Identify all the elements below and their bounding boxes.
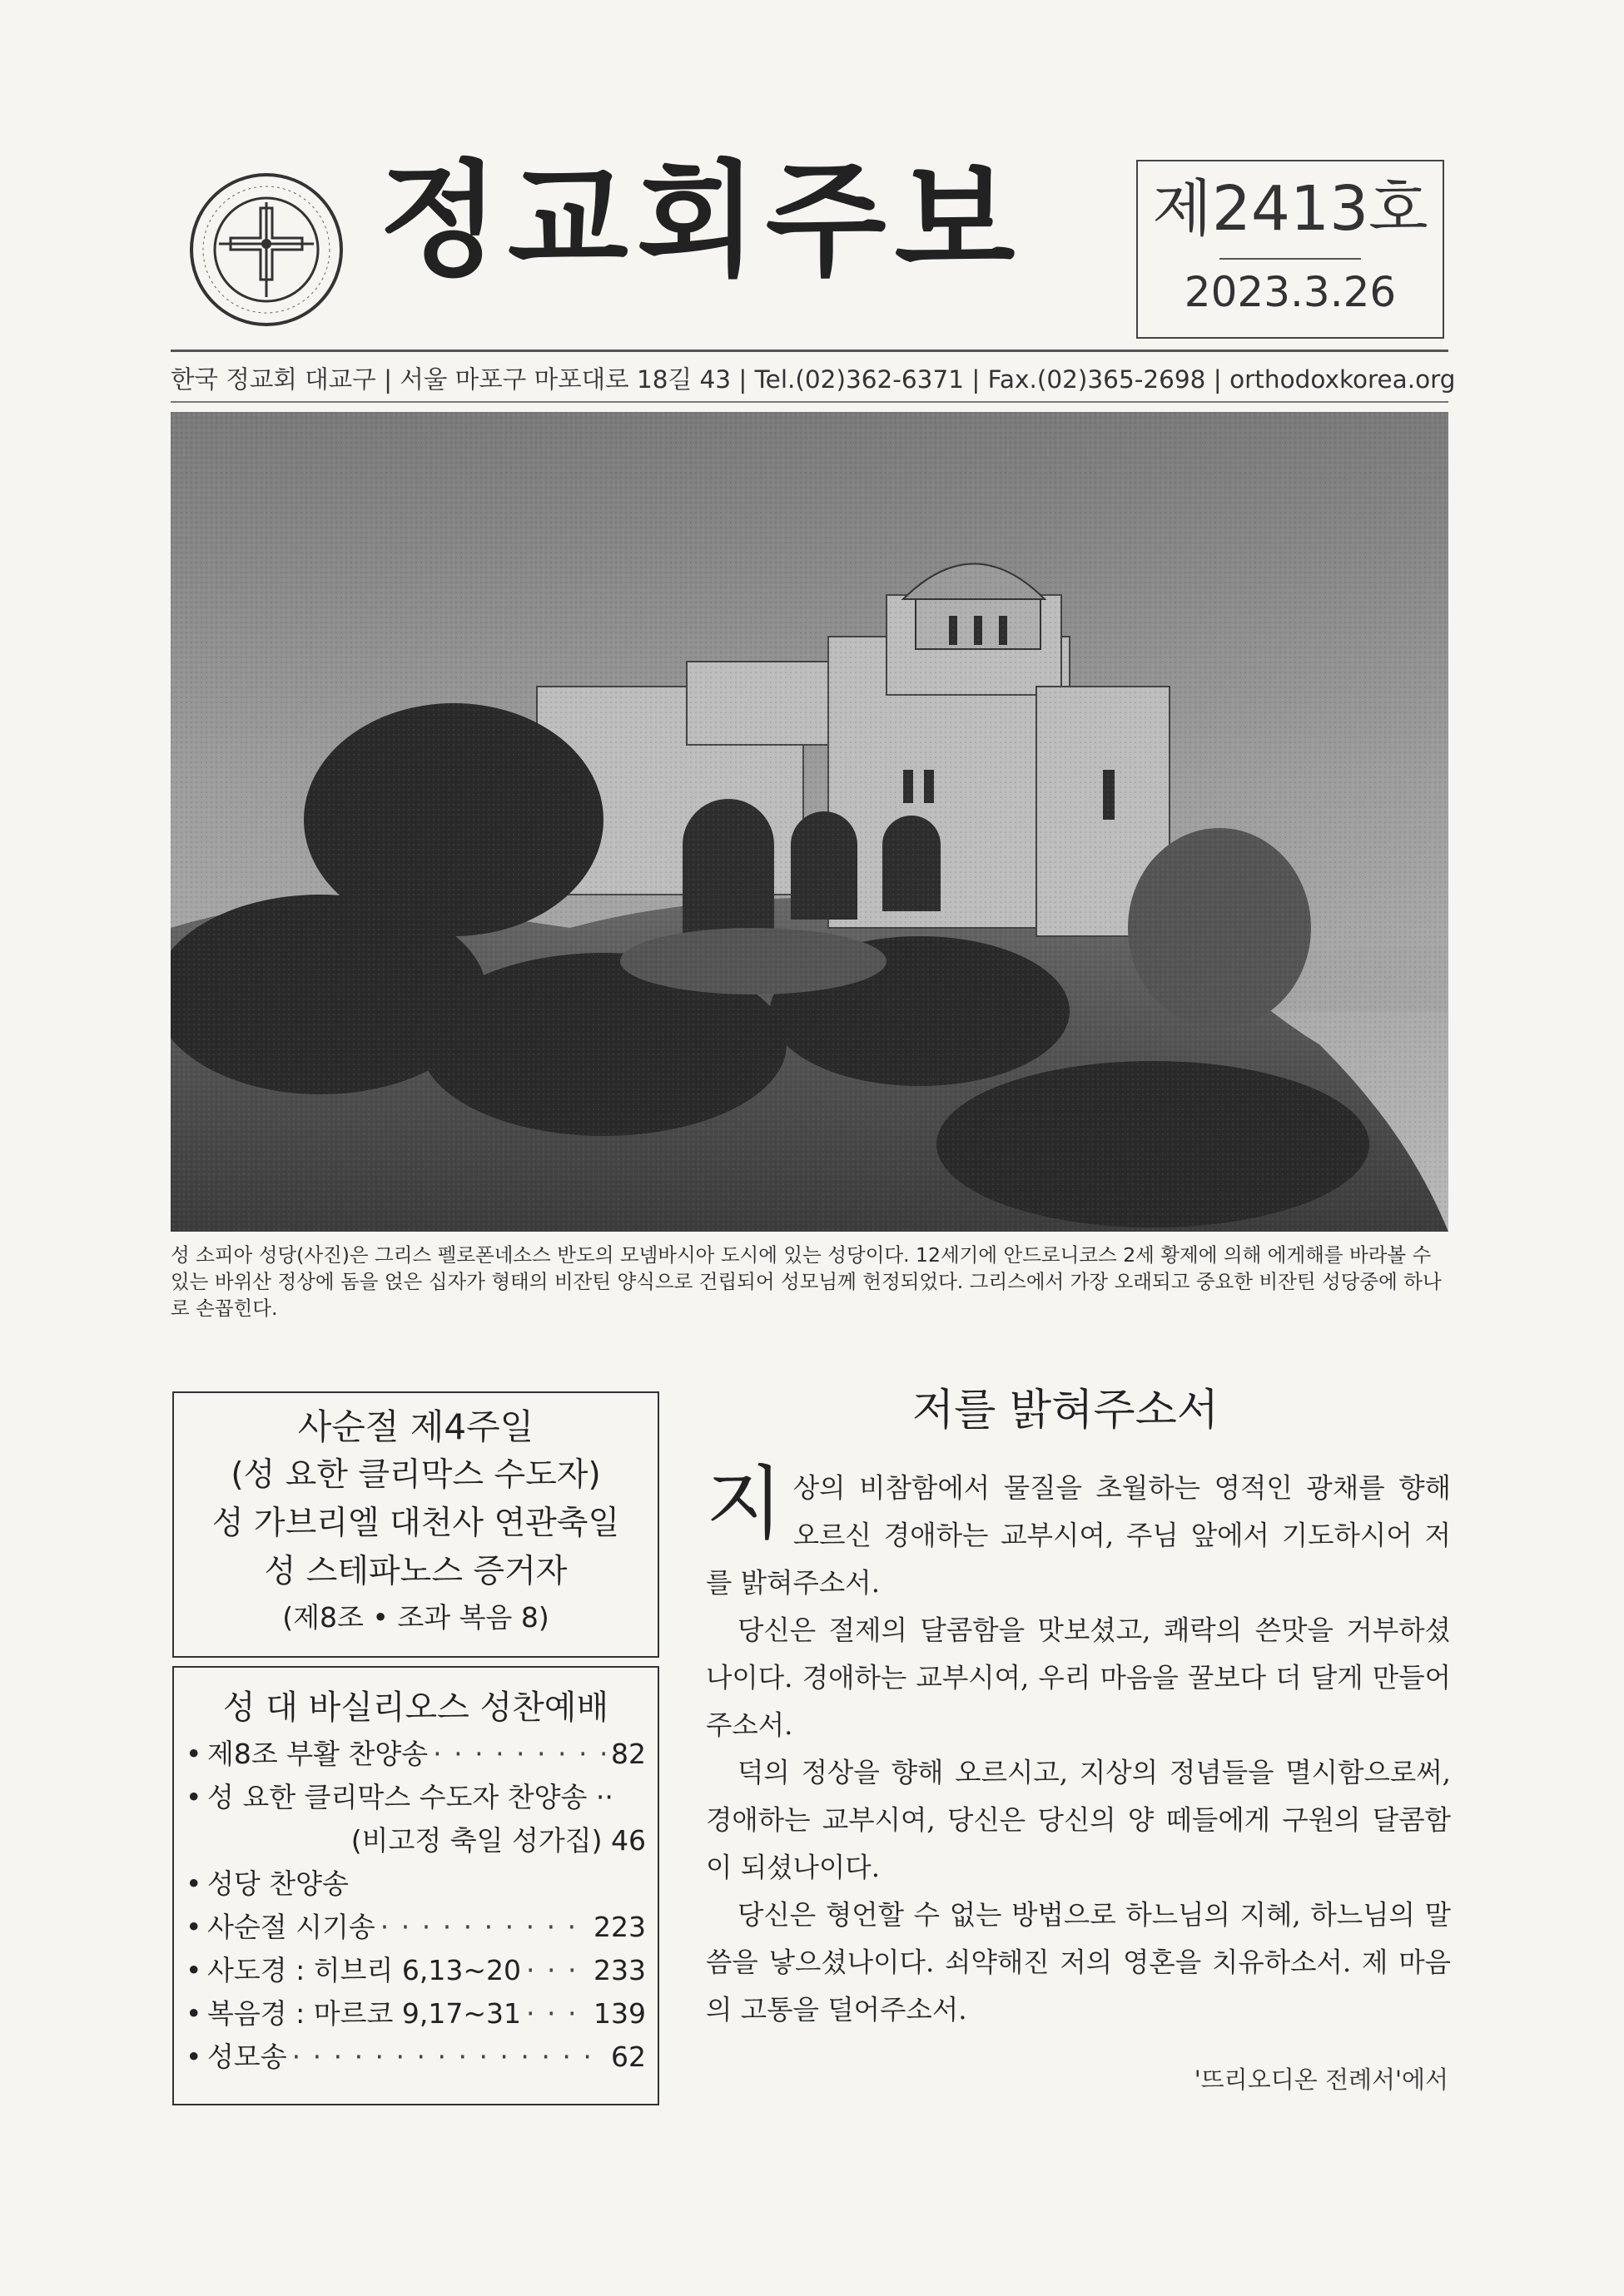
liturgy-item-name: 사순절 시기송: [207, 1911, 375, 1943]
article-paragraph: [706, 1457, 1451, 1607]
liturgy-item-page: 62: [611, 2041, 646, 2073]
bullet: •: [186, 1911, 202, 1943]
liturgy-item-page: 139: [593, 1997, 646, 2030]
liturgy-item-name: 성 요한 클리막스 수도자 찬양송 ··: [207, 1781, 613, 1813]
issue-divider: [1219, 258, 1361, 260]
liturgy-item-source: (비고정 축일 성가집) 46: [350, 1824, 646, 1857]
bullet: •: [186, 1867, 202, 1900]
issue-info-box: [1136, 160, 1444, 339]
cross-seal-icon: [187, 171, 345, 329]
liturgy-item: [186, 1949, 646, 1992]
liturgy-item: [186, 1776, 646, 1819]
liturgy-item: [186, 1862, 646, 1906]
article-title: 저를 밝혀주소서: [911, 1386, 1219, 1436]
liturgy-item-name: 복음경 : 마르코 9,17~31: [207, 1997, 521, 2030]
article-source: '뜨리오디온 전례서'에서: [1194, 2065, 1448, 2094]
bullet: •: [186, 1997, 202, 2030]
article-paragraph: 당신은 절제의 달콤함을 맛보셨고, 쾌락의 쓴맛을 거부하셨나이다. 경애하는 교부시여, 우리 마음을 꿀보다 더 달게 만들어 주소서.: [706, 1614, 1451, 1741]
hagia-sophia-monemvasia-image: [171, 412, 1448, 1232]
drop-cap: 지: [706, 1457, 783, 1550]
dot-leader: [380, 1906, 589, 1949]
church-seal-logo: [187, 171, 345, 329]
liturgy-item: [186, 1906, 646, 1949]
bullet: •: [186, 1781, 202, 1813]
dot-leader: [433, 1733, 606, 1776]
liturgy-item-page: 82: [611, 1738, 646, 1770]
article-paragraph: 덕의 정상을 향해 오르시고, 지상의 정념들을 멸시함으로써, 경애하는 교부시여, 당신은 당신의 양 떼들에게 구원의 달콤함이 되셨나이다.: [706, 1757, 1451, 1883]
liturgy-item-name: 성모송: [207, 2041, 287, 2073]
liturgy-item-name: 사도경 : 히브리 6,13~20: [207, 1954, 521, 1986]
liturgy-item-page: 233: [593, 1954, 646, 1986]
feast-archangel: 성 가브리엘 대천사 연관축일: [211, 1505, 620, 1542]
issue-date: 2023.3.26: [1184, 268, 1397, 316]
masthead-title: 정교회주보: [379, 147, 1024, 294]
header-rule-top: [171, 350, 1448, 352]
issue-number: 제2413호: [1152, 173, 1428, 245]
church-photo: [171, 412, 1448, 1232]
liturgy-title: 성 대 바실리오스 성찬예배: [222, 1689, 609, 1727]
header-rule-bottom: [171, 401, 1448, 403]
bullet: •: [186, 1954, 202, 1986]
photo-caption: 성 소피아 성당(사진)은 그리스 펠로폰네소스 반도의 모넴바시아 도시에 있는 성당이다. 12세기에 안드로니코스 2세 황제에 의해 에게해를 바라볼 수 있는 바위산 정상에 돔을 얹은 십자가 형태의 비잔틴 양식으로 건립되어 성모님께 헌정되었다. 그리스에서 가장 오래되고 중요한 비잔틴 성당중에 하나로 손꼽힌다.: [171, 1243, 1442, 1320]
liturgy-item-page: 223: [593, 1911, 646, 1943]
feast-title: 사순절 제4주일: [297, 1406, 534, 1447]
feast-martyr: 성 스테파노스 증거자: [264, 1553, 568, 1590]
article-paragraph-text: 상의 비참함에서 물질을 초월하는 영적인 광채를 향해 오르신 경애하는 교부시여, 주님 앞에서 기도하시어 저를 밝혀주소서.: [706, 1472, 1451, 1599]
article-body: [706, 1457, 1451, 2034]
liturgy-item-name: 제8조 부활 찬양송: [207, 1738, 429, 1770]
feast-box: [172, 1391, 659, 1658]
dot-leader: [526, 1992, 589, 2036]
liturgy-item: [186, 1733, 646, 1776]
liturgy-item-name: 성당 찬양송: [207, 1867, 349, 1900]
feast-tone: (제8조 • 조과 복음 8): [282, 1601, 549, 1634]
liturgy-item: [186, 1992, 646, 2036]
liturgy-item: [186, 2036, 646, 2079]
dot-leader: [526, 1949, 589, 1992]
liturgy-box: [172, 1666, 659, 2105]
address-line: 한국 정교회 대교구 | 서울 마포구 마포대로 18길 43 | Tel.(02)362-6371 | Fax.(02)365-2698 | orthodoxkorea.org: [171, 365, 1456, 394]
dot-leader: [292, 2036, 606, 2079]
bullet: •: [186, 1738, 202, 1770]
bullet: •: [186, 2041, 202, 2073]
feast-saint: (성 요한 클리막스 수도자): [231, 1456, 601, 1494]
article-paragraph: 당신은 형언할 수 없는 방법으로 하느님의 지혜, 하느님의 말씀을 낳으셨나이다. 쇠약해진 저의 영혼을 치유하소서. 제 마음의 고통을 덜어주소서.: [706, 1899, 1451, 2026]
